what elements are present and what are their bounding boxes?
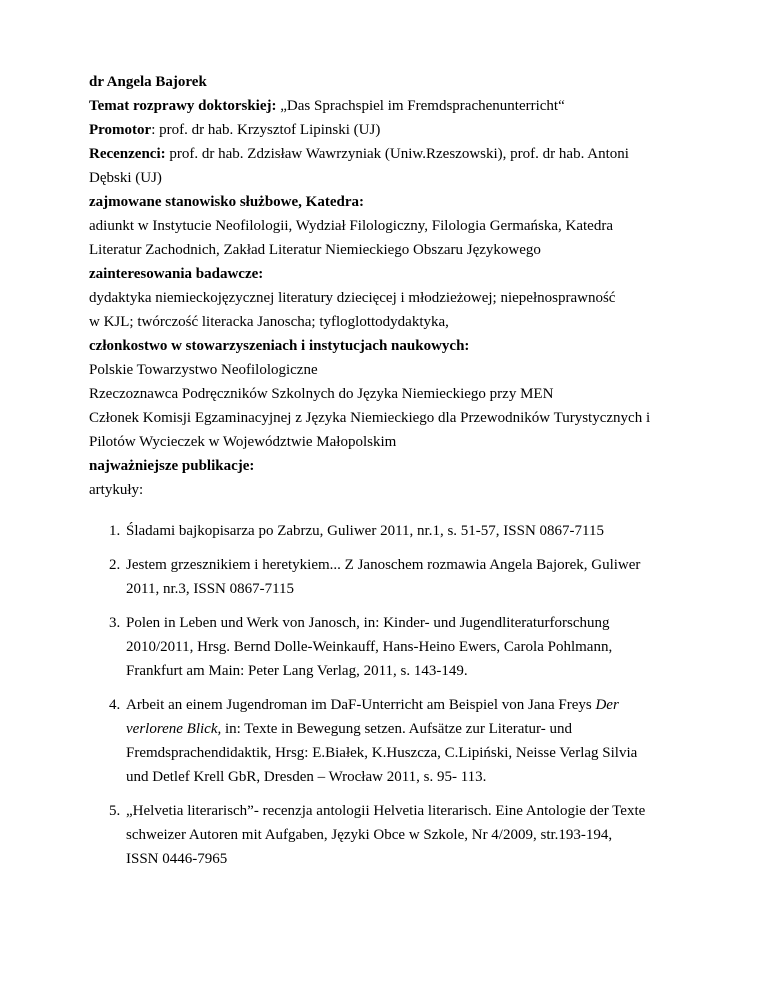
interests-text-1: dydaktyka niemieckojęzycznej literatury dziecięcej i młodzieżowej; niepełnosprawność <box>89 290 616 306</box>
position-heading: zajmowane stanowisko służbowe, Katedra: <box>89 194 364 210</box>
publications-list <box>89 519 681 871</box>
publication-line: Frankfurt am Main: Peter Lang Verlag, 2011, s. 143-149. <box>126 663 468 679</box>
membership-item-1: Polskie Towarzystwo Neofilologiczne <box>89 362 318 378</box>
publication-item <box>89 611 681 683</box>
publication-line <box>126 693 681 717</box>
reviewers-label: Recenzenci: <box>89 146 166 162</box>
position-text-1: adiunkt w Instytucie Neofilologii, Wydział Filologiczny, Filologia Germańska, Katedra <box>89 218 613 234</box>
publication-line <box>126 717 681 741</box>
publication-text: in: Texte in Bewegung setzen. Aufsätze zur Literatur- und <box>221 721 572 737</box>
publication-item <box>89 519 681 543</box>
promotor-line <box>89 118 681 142</box>
publication-line: Polen in Leben und Werk von Janosch, in: Kinder- und Jugendliteraturforschung <box>126 615 610 631</box>
position-text-2: Literatur Zachodnich, Zakład Literatur Niemieckiego Obszaru Językowego <box>89 242 541 258</box>
publication-number: 1. <box>109 523 121 539</box>
thesis-label: Temat rozprawy doktorskiej: <box>89 98 277 114</box>
interests-text-2: w KJL; twórczość literacka Janoscha; tyfloglottodydaktyka, <box>89 314 449 330</box>
publication-number: 2. <box>109 557 121 573</box>
publication-line: „Helvetia literarisch”- recenzja antologii Helvetia literarisch. Eine Antologie der Texte <box>126 803 646 819</box>
publication-title-italic: verlorene Blick, <box>126 721 222 737</box>
publication-number: 5. <box>109 803 121 819</box>
publication-number: 3. <box>109 615 121 631</box>
publication-line: schweizer Autoren mit Aufgaben, Języki Obce w Szkole, Nr 4/2009, str.193-194, <box>126 827 613 843</box>
memberships-heading: członkostwo w stowarzyszeniach i instytucjach naukowych: <box>89 338 470 354</box>
membership-item-2: Rzeczoznawca Podręczników Szkolnych do Języka Niemieckiego przy MEN <box>89 386 554 402</box>
publication-title-italic: Der <box>595 697 619 713</box>
thesis-title: „Das Sprachspiel im Fremdsprachenunterricht“ <box>276 98 565 114</box>
thesis-line <box>89 94 681 118</box>
reviewers-line <box>89 142 681 166</box>
publication-line: ISSN 0446-7965 <box>126 851 228 867</box>
author-name: dr Angela Bajorek <box>89 74 207 90</box>
membership-item-3: Członek Komisji Egzaminacyjnej z Języka Niemieckiego dla Przewodników Turystycznych i <box>89 410 651 426</box>
promotor-label: Promotor <box>89 122 152 138</box>
articles-subheading: artykuły: <box>89 482 144 498</box>
publication-line: Jestem grzesznikiem i heretykiem... Z Janoschem rozmawia Angela Bajorek, Guliwer <box>126 557 641 573</box>
publication-item <box>89 553 681 601</box>
publications-heading: najważniejsze publikacje: <box>89 458 255 474</box>
publication-text: Arbeit an einem Jugendroman im DaF-Unterricht am Beispiel von Jana Freys <box>126 697 596 713</box>
promotor-value: : prof. dr hab. Krzysztof Lipinski (UJ) <box>151 122 381 138</box>
document-body <box>89 70 681 881</box>
publication-number: 4. <box>109 697 121 713</box>
publication-line: und Detlef Krell GbR, Dresden – Wrocław 2011, s. 95- 113. <box>126 769 487 785</box>
publication-item <box>89 799 681 871</box>
publication-line: Śladami bajkopisarza po Zabrzu, Guliwer 2011, nr.1, s. 51-57, ISSN 0867-7115 <box>126 523 604 539</box>
membership-item-3-cont: Pilotów Wycieczek w Województwie Małopolskim <box>89 434 397 450</box>
publication-item <box>89 693 681 789</box>
reviewers-value: prof. dr hab. Zdzisław Wawrzyniak (Uniw.Rzeszowski), prof. dr hab. Antoni <box>165 146 629 162</box>
interests-heading: zainteresowania badawcze: <box>89 266 264 282</box>
publication-line: 2011, nr.3, ISSN 0867-7115 <box>126 581 295 597</box>
publication-line: Fremdsprachendidaktik, Hrsg: E.Białek, K.Huszcza, C.Lipiński, Neisse Verlag Silvia <box>126 745 638 761</box>
author-line <box>89 70 681 94</box>
reviewers-value-2: Dębski (UJ) <box>89 170 162 186</box>
publication-line: 2010/2011, Hrsg. Bernd Dolle-Weinkauff, Hans-Heino Ewers, Carola Pohlmann, <box>126 639 613 655</box>
reviewers-line-2 <box>89 166 681 190</box>
